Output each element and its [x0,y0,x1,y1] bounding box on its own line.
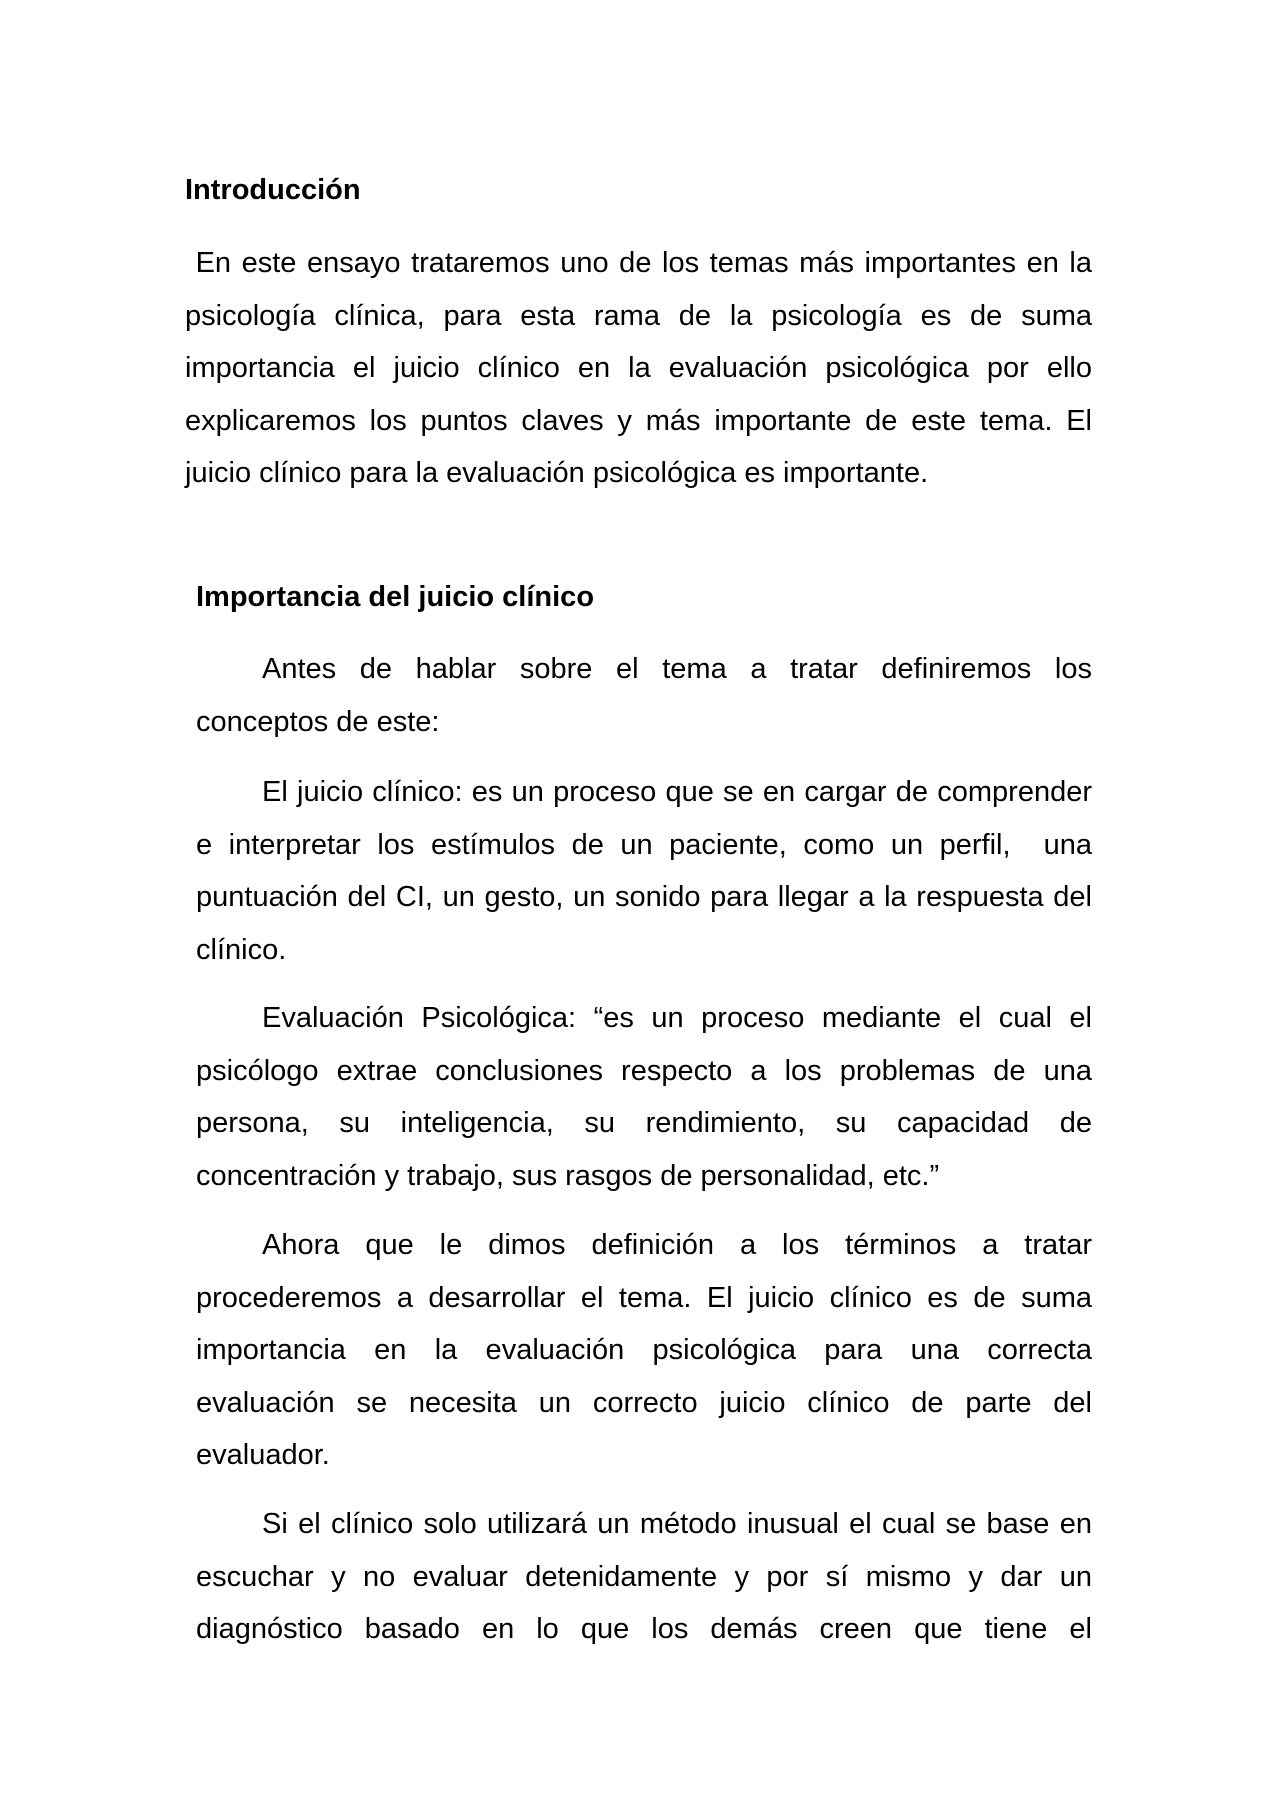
paragraph-juicio-clinico-definicion: El juicio clínico: es un proceso que se en cargar de comprender e interpretar los estímulos de un paciente, como un perfil, una puntuación del CI, un gesto, un sonido para llegar a la respuesta del clínico. [196,776,1101,966]
intro-paragraph: En este ensayo trataremos uno de los temas más importantes en la psicología clínica, para esta rama de la psicología es de suma importancia el juicio clínico en la evaluación psicológica por ello explicaremos los puntos claves y más importante de este tema. El juicio clínico para la evaluación psicológica es importante. [185,247,1101,489]
paragraph-evaluacion-psicologica-definicion: Evaluación Psicológica: “es un proceso mediante el cual el psicólogo extrae conclusiones respecto a los problemas de una persona, su inteligencia, su rendimiento, su capacidad de concentración y trabajo, sus rasgos de personalidad, etc.” [196,1002,1092,1192]
paragraph-conceptos: Antes de hablar sobre el tema a tratar definiremos los conceptos de este: [196,653,1092,738]
paragraph-metodo-inusual: Si el clínico solo utilizará un método inusual el cual se base en escuchar y no evaluar detenidamente y por sí mismo y dar un diagnóstico basado en lo que los demás creen que tiene el [196,1508,1092,1645]
section-heading-introduccion: Introducción [185,174,361,206]
section-heading-importancia: Importancia del juicio clínico [196,581,595,613]
paragraph-desarrollo-tema: Ahora que le dimos definición a los términos a tratar procederemos a desarrollar el tema. El juicio clínico es de suma importancia en la evaluación psicológica para una correcta evaluación se necesita un correcto juicio clínico de parte del evaluador. [196,1229,1092,1471]
